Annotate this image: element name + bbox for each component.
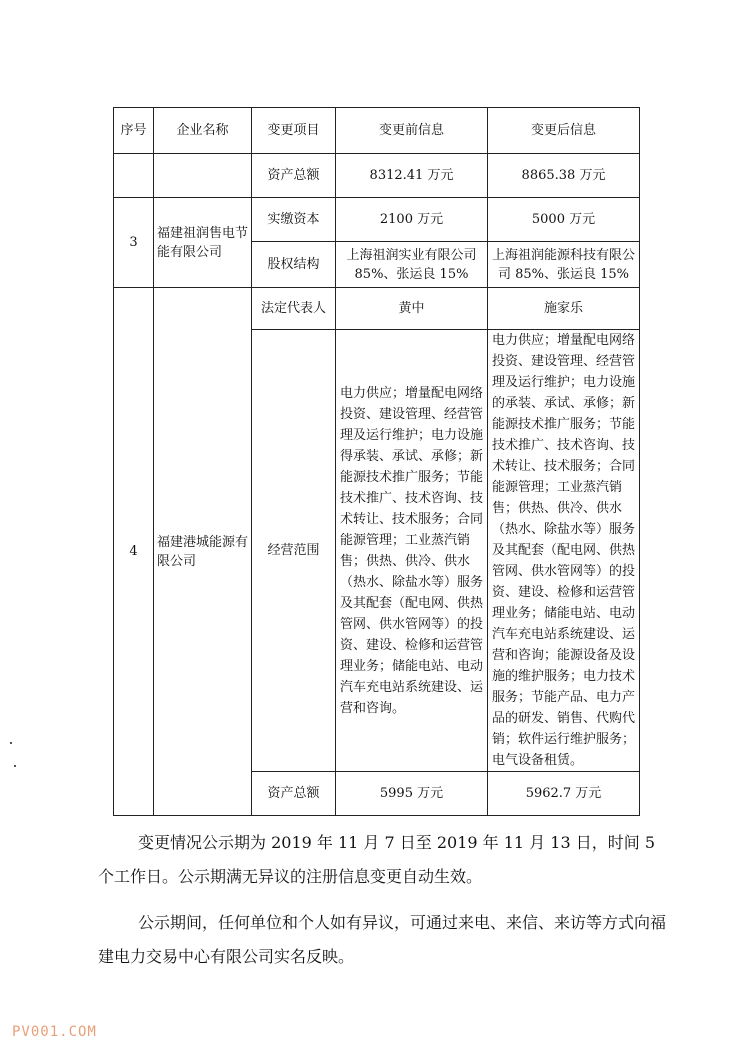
objection-paragraph: 公示期间，任何单位和个人如有异议，可通过来电、来信、来访等方式向福建电力交易中心有限公司实名反映。	[98, 913, 667, 966]
cell-after: 施家乐	[488, 288, 640, 330]
cell-after: 8865.38 万元	[488, 154, 640, 198]
cell-item: 法定代表人	[252, 288, 336, 330]
cell-item: 实缴资本	[252, 198, 336, 242]
cell-empty-no	[114, 154, 154, 198]
scan-speck	[10, 742, 12, 744]
watermark: PV001.COM	[12, 1024, 97, 1040]
table-header-row	[114, 108, 640, 154]
cell-before: 2100 万元	[336, 198, 488, 242]
scan-speck	[14, 765, 16, 767]
header-company: 企业名称	[154, 108, 252, 154]
header-item: 变更项目	[252, 108, 336, 154]
cell-after: 上海祖润能源科技有限公司 85%、张运良 15%	[488, 242, 640, 288]
cell-empty-company	[154, 154, 252, 198]
header-no: 序号	[114, 108, 154, 154]
cell-after: 5962.7 万元	[488, 772, 640, 816]
cell-before: 上海祖润实业有限公司 85%、张运良 15%	[336, 242, 488, 288]
cell-before: 8312.41 万元	[336, 154, 488, 198]
table-row	[114, 154, 640, 198]
cell-before: 黄中	[336, 288, 488, 330]
cell-after: 5000 万元	[488, 198, 640, 242]
cell-company-4: 福建港城能源有限公司	[154, 288, 252, 816]
cell-scope-after: 电力供应；增量配电网络投资、建设管理、经营管理及运行维护；电力设施的承装、承试、承修；新能源技术推广服务；节能技术推广、技术咨询、技术转让、技术服务；合同能源管理；工业蒸汽销售；供热、供冷、供水（热水、除盐水等）服务及其配套（配电网、供热管网、供水管网等）的投资、建设、检修和运营管理业务；储能电站、电动汽车充电站系统建设、运营和咨询；能源设备及设施的维护服务；电力技术服务；节能产品、电力产品的研发、销售、代购代销；软件运行维护服务；电气设备租赁。	[488, 330, 640, 772]
cell-scope-before: 电力供应；增量配电网络投资、建设管理、经营管理及运行维护；电力设施得承装、承试、承修；新能源技术推广服务；节能技术推广、技术咨询、技术转让、技术服务；合同能源管理；工业蒸汽销售；供热、供冷、供水（热水、除盐水等）服务及其配套（配电网、供热管网、供水管网等）的投资、建设、检修和运营管理业务；储能电站、电动汽车充电站系统建设、运营和咨询。	[336, 330, 488, 772]
cell-no-4: 4	[114, 288, 154, 816]
cell-item: 经营范围	[252, 330, 336, 772]
cell-item: 资产总额	[252, 772, 336, 816]
cell-company-3: 福建祖润售电节能有限公司	[154, 198, 252, 288]
table-row	[114, 288, 640, 330]
header-after: 变更后信息	[488, 108, 640, 154]
notice-period-paragraph: 变更情况公示期为 2019 年 11 月 7 日至 2019 年 11 月 13 日，时间 5 个工作日。公示期满无异议的注册信息变更自动生效。	[98, 833, 655, 886]
header-before: 变更前信息	[336, 108, 488, 154]
cell-before: 5995 万元	[336, 772, 488, 816]
registration-change-table	[113, 107, 640, 816]
cell-item: 股权结构	[252, 242, 336, 288]
table-row	[114, 198, 640, 242]
cell-no-3: 3	[114, 198, 154, 288]
cell-item: 资产总额	[252, 154, 336, 198]
